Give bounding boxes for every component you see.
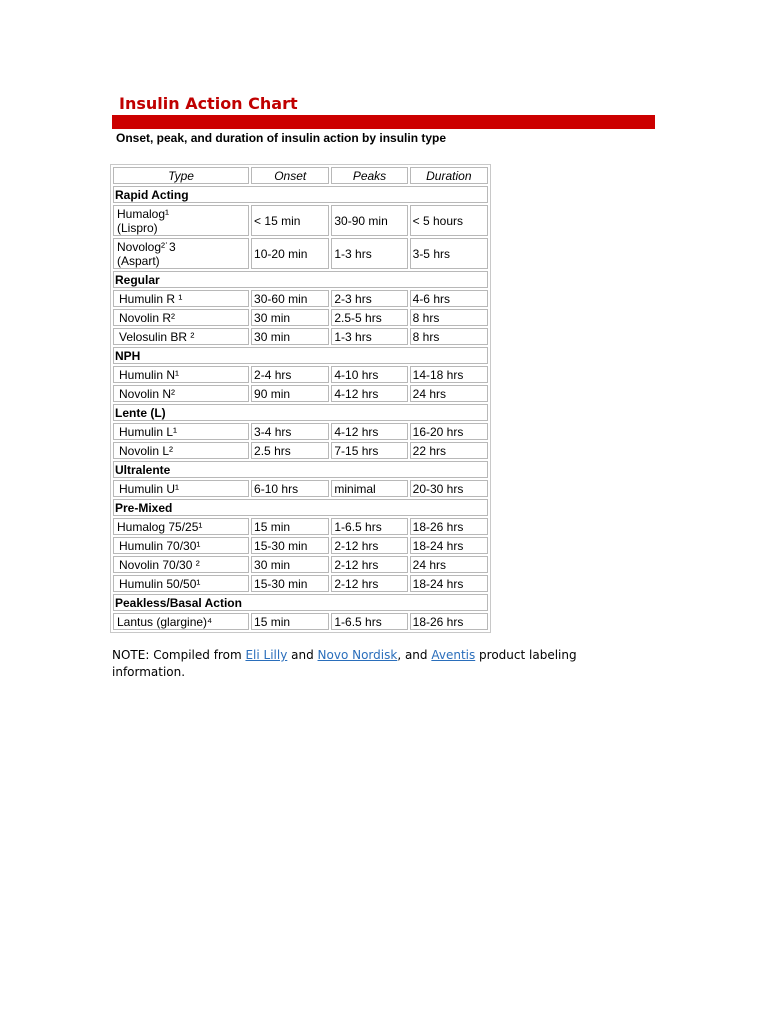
novo-nordisk-link[interactable]: Novo Nordisk [317, 648, 398, 662]
peaks-cell: 1-3 hrs [331, 328, 407, 345]
peaks-cell: 1-3 hrs [331, 238, 407, 269]
table-row [113, 366, 488, 383]
category-label: Pre-Mixed [113, 499, 488, 516]
insulin-name: Novolin N² [113, 385, 249, 402]
peaks-cell: 30-90 min [331, 205, 407, 236]
duration-cell: 18-24 hrs [410, 575, 488, 592]
category-row [113, 404, 488, 421]
duration-cell: 14-18 hrs [410, 366, 488, 383]
table-row [113, 290, 488, 307]
eli-lilly-link[interactable]: Eli Lilly [245, 648, 288, 662]
duration-cell: 22 hrs [410, 442, 488, 459]
onset-cell: 6-10 hrs [251, 480, 329, 497]
onset-cell: 30-60 min [251, 290, 329, 307]
category-row [113, 271, 488, 288]
onset-cell: 90 min [251, 385, 329, 402]
table-row [113, 423, 488, 440]
duration-cell: 24 hrs [410, 556, 488, 573]
header-type: Type [113, 167, 249, 184]
table-row [113, 537, 488, 554]
peaks-cell: 2-12 hrs [331, 575, 407, 592]
insulin-name: Velosulin BR ² [113, 328, 249, 345]
category-label: Rapid Acting [113, 186, 488, 203]
table-row [113, 575, 488, 592]
category-label: Ultralente [113, 461, 488, 478]
peaks-cell: 7-15 hrs [331, 442, 407, 459]
table-header-row [113, 167, 488, 184]
duration-cell: 3-5 hrs [410, 238, 488, 269]
category-row [113, 461, 488, 478]
header-onset: Onset [251, 167, 329, 184]
insulin-name [113, 205, 249, 236]
onset-cell: 15 min [251, 518, 329, 535]
duration-cell: 16-20 hrs [410, 423, 488, 440]
category-label: Lente (L) [113, 404, 488, 421]
table-row [113, 309, 488, 326]
peaks-cell: minimal [331, 480, 407, 497]
insulin-name: Humulin 50/50¹ [113, 575, 249, 592]
duration-cell: 4-6 hrs [410, 290, 488, 307]
note-separator: , and [397, 648, 432, 662]
onset-cell: 15-30 min [251, 575, 329, 592]
peaks-cell: 2-12 hrs [331, 556, 407, 573]
insulin-action-table [110, 164, 491, 633]
peaks-cell: 2.5-5 hrs [331, 309, 407, 326]
insulin-name: Novolin R² [113, 309, 249, 326]
peaks-cell: 4-10 hrs [331, 366, 407, 383]
header-peaks: Peaks [331, 167, 407, 184]
onset-cell: 10-20 min [251, 238, 329, 269]
insulin-name: Novolin 70/30 ² [113, 556, 249, 573]
duration-cell: 18-26 hrs [410, 613, 488, 630]
insulin-generic: (Lispro) [117, 220, 158, 235]
table-row [113, 328, 488, 345]
onset-cell: 3-4 hrs [251, 423, 329, 440]
insulin-name: Humulin L¹ [113, 423, 249, 440]
insulin-name: Humalog 75/25¹ [113, 518, 249, 535]
table-row [113, 442, 488, 459]
insulin-name: Humulin R ¹ [113, 290, 249, 307]
note-suffix: product labeling information. [112, 648, 577, 679]
onset-cell: 30 min [251, 309, 329, 326]
table-row [113, 205, 488, 236]
insulin-name [113, 238, 249, 269]
table-row [113, 480, 488, 497]
insulin-name: Novolin L² [113, 442, 249, 459]
category-row [113, 347, 488, 364]
category-row [113, 594, 488, 611]
title-divider-bar [112, 115, 655, 129]
duration-cell: 20-30 hrs [410, 480, 488, 497]
peaks-cell: 2-12 hrs [331, 537, 407, 554]
onset-cell: 15-30 min [251, 537, 329, 554]
peaks-cell: 1-6.5 hrs [331, 613, 407, 630]
insulin-name: Lantus (glargine)⁴ [113, 613, 249, 630]
aventis-link[interactable]: Aventis [431, 648, 476, 662]
note-prefix: NOTE: Compiled from [112, 648, 246, 662]
table-row [113, 518, 488, 535]
duration-cell: 24 hrs [410, 385, 488, 402]
peaks-cell: 1-6.5 hrs [331, 518, 407, 535]
table-row [113, 556, 488, 573]
onset-cell: 30 min [251, 556, 329, 573]
table-row [113, 385, 488, 402]
note-and: and [287, 648, 318, 662]
insulin-brand: Humalog¹ [117, 206, 170, 221]
page-title: Insulin Action Chart [119, 94, 298, 113]
table-row [113, 613, 488, 630]
category-row [113, 186, 488, 203]
onset-cell: 30 min [251, 328, 329, 345]
onset-cell: < 15 min [251, 205, 329, 236]
header-duration: Duration [410, 167, 488, 184]
duration-cell: 8 hrs [410, 309, 488, 326]
duration-cell: 18-26 hrs [410, 518, 488, 535]
insulin-name: Humulin N¹ [113, 366, 249, 383]
category-label: Regular [113, 271, 488, 288]
table-row [113, 238, 488, 269]
peaks-cell: 4-12 hrs [331, 385, 407, 402]
source-note [112, 647, 632, 681]
category-row [113, 499, 488, 516]
category-label: Peakless/Basal Action [113, 594, 488, 611]
duration-cell: 18-24 hrs [410, 537, 488, 554]
insulin-name: Humulin U¹ [113, 480, 249, 497]
duration-cell: < 5 hours [410, 205, 488, 236]
onset-cell: 2.5 hrs [251, 442, 329, 459]
insulin-brand: Novolog²˙3 [117, 239, 176, 254]
onset-cell: 2-4 hrs [251, 366, 329, 383]
onset-cell: 15 min [251, 613, 329, 630]
peaks-cell: 4-12 hrs [331, 423, 407, 440]
insulin-name: Humulin 70/30¹ [113, 537, 249, 554]
duration-cell: 8 hrs [410, 328, 488, 345]
peaks-cell: 2-3 hrs [331, 290, 407, 307]
insulin-generic: (Aspart) [117, 253, 160, 268]
page-subtitle: Onset, peak, and duration of insulin action by insulin type [116, 131, 447, 145]
category-label: NPH [113, 347, 488, 364]
